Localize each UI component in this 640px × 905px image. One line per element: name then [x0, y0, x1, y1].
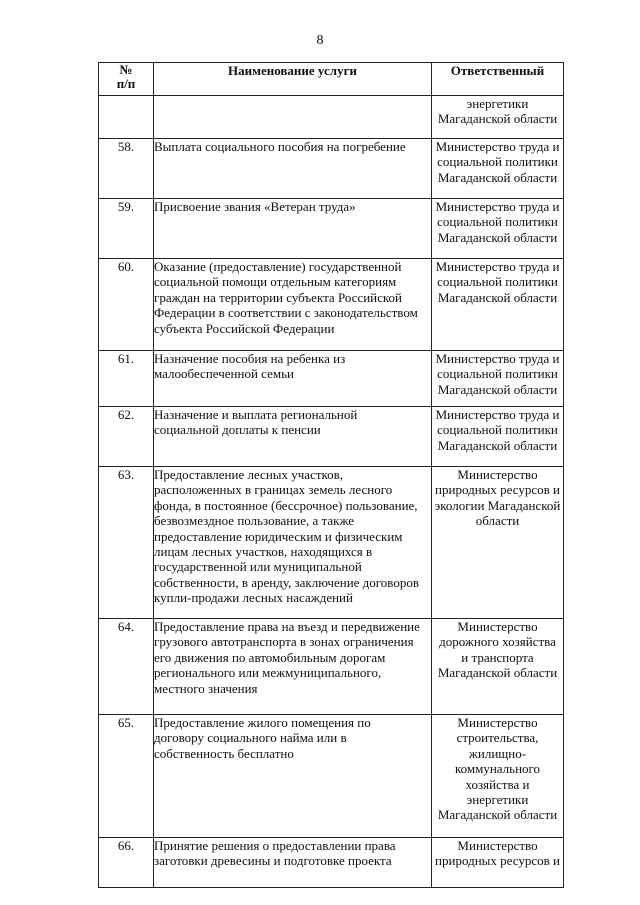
cell-name	[154, 407, 432, 467]
cell-name	[154, 139, 432, 199]
table-row-continuation	[99, 96, 564, 139]
table-row	[99, 259, 564, 351]
cell-name	[154, 619, 432, 715]
responsible-line: Министерство труда и	[435, 139, 560, 154]
name-line: Назначение пособия на ребенка из	[154, 351, 346, 366]
responsible-line: Магаданской области	[437, 381, 558, 397]
responsible-line: социальной политики	[437, 422, 558, 438]
header-service-name: Наименование услуги	[154, 63, 432, 96]
responsible-line: природных ресурсов и	[435, 482, 560, 498]
cell-num	[99, 96, 154, 139]
cell-num: 59.	[99, 199, 154, 259]
responsible-line: Магаданской области	[437, 807, 558, 823]
cell-name	[154, 715, 432, 838]
name-line: регионального или межмуниципального,	[154, 665, 382, 681]
responsible-line: социальной политики	[437, 274, 558, 290]
cell-num: 65.	[99, 715, 154, 838]
header-responsible: Ответственный	[432, 63, 564, 96]
cell-responsible	[432, 259, 564, 351]
table-row	[99, 139, 564, 199]
cell-responsible	[432, 838, 564, 888]
responsible-line: хозяйства и	[465, 776, 530, 792]
cell-num: 58.	[99, 139, 154, 199]
responsible-line: энергетики	[466, 96, 529, 111]
responsible-line: Министерство труда и	[435, 407, 560, 422]
responsible-line: Министерство	[457, 467, 538, 482]
responsible-line: Министерство	[457, 838, 538, 853]
cell-responsible	[432, 96, 564, 139]
page-number: 8	[316, 33, 324, 48]
responsible-line: природных ресурсов и	[435, 853, 560, 869]
cell-num: 60.	[99, 259, 154, 351]
name-line: Федерации в соответствии с законодательством	[154, 305, 418, 321]
responsible-line: социальной политики	[437, 366, 558, 382]
cell-name	[154, 96, 432, 139]
name-line: малообеспеченной семьи	[154, 366, 294, 382]
responsible-line: Магаданской области	[437, 289, 558, 305]
header-num	[99, 63, 154, 96]
cell-responsible	[432, 407, 564, 467]
responsible-line: Магаданской области	[437, 169, 558, 185]
name-line: грузового автотранспорта в зонах ограничения	[154, 634, 414, 650]
services-table	[98, 62, 564, 888]
responsible-line: экологии Магаданской	[434, 497, 561, 513]
name-line: социальной доплаты к пенсии	[154, 422, 321, 438]
responsible-line: социальной политики	[437, 214, 558, 230]
table-row	[99, 407, 564, 467]
name-line: местного значения	[154, 680, 258, 696]
responsible-line: Магаданской области	[437, 229, 558, 245]
cell-num: 61.	[99, 351, 154, 407]
responsible-line: коммунального	[454, 761, 541, 777]
table-row	[99, 199, 564, 259]
name-line: социальной помощи отдельным категориям	[154, 274, 397, 290]
responsible-line: Министерство	[457, 619, 538, 634]
name-line: Оказание (предоставление) государственной	[154, 259, 402, 274]
cell-name	[154, 199, 432, 259]
name-line: лицам лесных участков, находящихся в	[154, 544, 373, 560]
name-line: Предоставление лесных участков,	[154, 467, 344, 482]
cell-name	[154, 838, 432, 888]
cell-name	[154, 467, 432, 619]
cell-name	[154, 259, 432, 351]
responsible-line: области	[475, 513, 520, 529]
header-num-line-2: п/п	[116, 76, 136, 91]
cell-responsible	[432, 351, 564, 407]
name-line: Предоставление жилого помещения по	[154, 715, 371, 730]
name-line: расположенных в границах земель лесного	[154, 482, 393, 498]
name-line: Назначение и выплата региональной	[154, 407, 358, 422]
table-row	[99, 351, 564, 407]
cell-num: 63.	[99, 467, 154, 619]
responsible-line: Министерство труда и	[435, 259, 560, 274]
cell-responsible	[432, 139, 564, 199]
name-line: безвозмездное пользование, а также	[154, 513, 355, 529]
cell-responsible	[432, 467, 564, 619]
name-line: Принятие решения о предоставлении права	[154, 838, 396, 853]
name-line: Выплата социального пособия на погребение	[154, 139, 406, 154]
name-line: договору социального найма или в	[154, 730, 347, 746]
responsible-line: и транспорта	[461, 649, 534, 665]
responsible-line: энергетики	[466, 792, 529, 808]
table-row	[99, 467, 564, 619]
name-line: Присвоение звания «Ветеран труда»	[154, 199, 356, 214]
responsible-line: дорожного хозяйства	[439, 634, 556, 650]
name-line: его движения по автомобильным дорогам	[154, 649, 386, 665]
responsible-line: Магаданской области	[437, 665, 558, 681]
table-row	[99, 838, 564, 888]
cell-num: 66.	[99, 838, 154, 888]
name-line: собственности, в аренду, заключение договоров	[154, 574, 419, 590]
cell-responsible	[432, 715, 564, 838]
cell-responsible	[432, 199, 564, 259]
name-line: фонда, в постоянное (бессрочное) пользование,	[154, 497, 418, 513]
cell-num: 64.	[99, 619, 154, 715]
name-line: Предоставление права на въезд и передвижение	[154, 619, 420, 634]
name-line: предоставление юридическим и физическим	[154, 528, 403, 544]
name-line: собственность бесплатно	[154, 745, 294, 761]
responsible-line: Магаданской области	[437, 111, 558, 127]
table-header-row	[99, 63, 564, 96]
responsible-line: строительства,	[456, 730, 539, 746]
table-row	[99, 619, 564, 715]
name-line: государственной или муниципальной	[154, 559, 362, 575]
name-line: граждан на территории субъекта Российской	[154, 289, 403, 305]
header-num-line-1: №	[119, 62, 133, 77]
cell-num: 62.	[99, 407, 154, 467]
name-line: субъекта Российской Федерации	[154, 320, 335, 336]
responsible-line: социальной политики	[437, 154, 558, 170]
cell-responsible	[432, 619, 564, 715]
name-line: заготовки древесины и подготовке проекта	[154, 853, 392, 869]
name-line: купли-продажи лесных насаждений	[154, 590, 353, 606]
responsible-line: Министерство труда и	[435, 199, 560, 214]
responsible-line: Министерство труда и	[435, 351, 560, 366]
cell-name	[154, 351, 432, 407]
responsible-line: Магаданской области	[437, 437, 558, 453]
responsible-line: Министерство	[457, 715, 538, 730]
responsible-line: жилищно-	[468, 745, 527, 761]
table-row	[99, 715, 564, 838]
